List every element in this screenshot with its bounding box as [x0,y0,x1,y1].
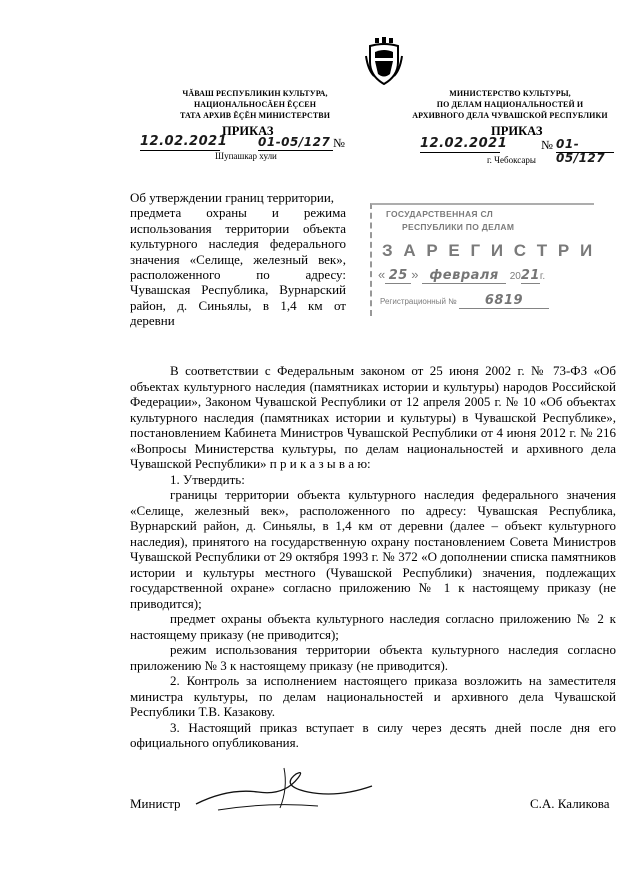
header-left-line: ТАТА АРХИВ ĔÇĔН МИНИСТЕРСТВИ [179,111,331,120]
left-prikaz-title: ПРИКАЗ [222,124,274,138]
stamp-day: 25 [385,268,411,284]
subject-line: культурного наследия федерального [130,236,346,252]
subject-line: район, д. Синьялы, в 1,4 км от [130,297,346,313]
subject-line: Об утверждении границ территории, [130,190,335,205]
stamp-reg-number: 6819 [459,293,549,309]
stamp-reg-row [380,293,549,309]
stamp-year-prefix: 20 [509,271,521,282]
header-left-ministry-name [155,88,355,121]
right-number: 01-05/127 [556,137,606,165]
body-paragraph: 3. Настоящий приказ вступает в силу через десять дней после дня его официального опубликования. [130,719,616,750]
stamp-reg-label: Регистрационный № [380,297,457,306]
subject-line: значения «Селище, железный век», [130,251,346,267]
stamp-registered: З А Р Е Г И С Т Р И [382,241,596,260]
subject-line: Чувашская Республика, Вурнарский [130,282,346,298]
body-paragraph: 2. Контроль за исполнением настоящего приказа возложить на заместителя министра культуры, по делам национальностей и архивного дела Чувашской Республики Т.В. Казакову. [130,673,616,719]
signatory-name: С.А. Каликова [530,796,610,811]
subject-line: предмета охраны и режима [130,205,346,221]
signatory-title: Министр [130,796,181,811]
order-subject [130,190,346,329]
left-city: Шупашкар хули [215,151,277,161]
stamp-line-2: РЕСПУБЛИКИ ПО ДЕЛАМ [402,222,515,232]
body-paragraph: В соответствии с Федеральным законом от 25 июня 2002 г. № 73-ФЗ «Об объектах культурного наследия (памятниках истории и культуры) народов Российской Федерации», Законом Чувашской Республики от 12 апреля 2005 г. № 10 «Об объектах культурного наследия (памятниках истории и культуры) в Чувашской Республике», постановлением Кабинета Министров Чувашской Республики от 4 июня 2012 г. № 216 «Вопросы Министерства культуры, по делам национальностей и архивного дела Чувашской Республики» п р и к а з ы в а ю: [130,363,616,471]
stamp-year-letter: г. [539,271,546,282]
subject-line: деревни [130,313,175,329]
header-left-line: ЧĂВАШ РЕСПУБЛИКИН КУЛЬТУРА, [182,89,328,98]
stamp-month: февраля [422,268,506,284]
right-prikaz-title: ПРИКАЗ [491,124,543,138]
handwritten-signature-icon [188,758,378,818]
stamp-year-suffix: 21 [520,268,540,283]
left-number: 01-05/127 [258,135,331,149]
coat-of-arms-emblem-icon [364,36,404,88]
stamp-line-1: ГОСУДАРСТВЕННАЯ СЛ [386,209,493,219]
body-paragraph: предмет охраны объекта культурного наследия согласно приложению № 2 к настоящему приказу (не приводится); [130,611,616,642]
right-number-sign: № [541,138,553,152]
right-date-underline [420,136,508,153]
header-right-ministry-name [400,88,620,121]
subject-line: расположенного по адресу: [130,267,346,283]
left-date-underline [140,134,228,151]
right-date: 12.02.2021 [420,136,508,151]
order-body [130,363,616,751]
header-right-line: ПО ДЕЛАМ НАЦИОНАЛЬНОСТЕЙ И [436,100,584,109]
left-number-underline [258,136,333,151]
header-right-line: МИНИСТЕРСТВО КУЛЬТУРЫ, [449,89,571,98]
body-paragraph: режим использования территории объекта культурного наследия согласно приложению № 3 к настоящему приказу (не приводится). [130,642,616,673]
left-date: 12.02.2021 [140,134,228,149]
body-paragraph: 1. Утвердить: [170,471,245,487]
right-city: г. Чебоксары [487,155,536,165]
header-left-line: НАЦИОНАЛЬНОСĂЕН ĔÇСЕН [193,100,317,109]
body-paragraph: границы территории объекта культурного наследия федерального значения «Селище, железный век», расположенного по адресу: Чувашская Республика, Вурнарский район, д. Синьялы, в 1,4 км от деревни (далее – объект культурного наследия), принятого на государственную охрану постановлением Совета Министров Чувашской Республики от 29 октября 1993 г. № 372 «О дополнении списка памятников истории и культуры местного (Чувашской Республики) значения, подлежащих государственной охране» согласно приложению № 1 к настоящему приказу (не приводится); [130,487,616,611]
right-number-underline [556,137,614,165]
stamp-date-row: « 25 » февраля 2021г. [378,267,546,283]
registration-stamp [370,203,594,316]
header-right-line: АРХИВНОГО ДЕЛА ЧУВАШСКОЙ РЕСПУБЛИКИ [412,111,608,120]
subject-line: использования территории объекта [130,220,346,236]
left-number-sign: № [333,136,345,150]
